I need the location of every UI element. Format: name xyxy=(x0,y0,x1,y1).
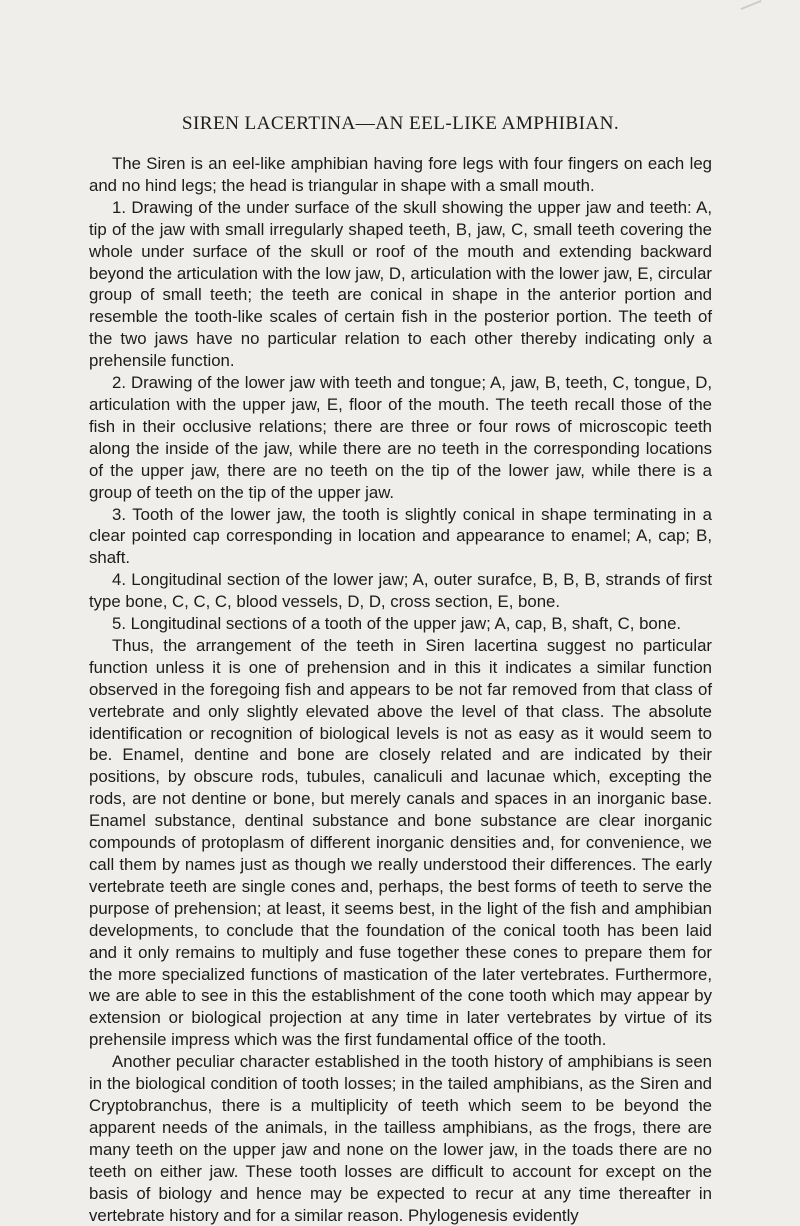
scan-mark xyxy=(740,0,761,10)
discussion-paragraph: Thus, the arrangement of the teeth in Siren lacertina suggest no particular function unless it is one of prehension and in this it indicates a similar function observed in the foregoing fish and appears to be not far removed from that class of vertebrate and only slightly elevated above the level of that class. The absolute identification or recognition of biological levels is not as easy as it would seem to be. Enamel, dentine and bone are closely related and are indicated by their positions, by obscure rods, tubules, canaliculi and lacunae which, excepting the rods, are not dentine or bone, but merely canals and spaces in an inorganic base. Enamel substance, dentinal substance and bone substance are clear inorganic compounds of protoplasm of different inorganic densities and, for convenience, we call them by names just as though we really understood their differences. The early vertebrate teeth are single cones and, perhaps, the best forms of teeth to serve the purpose of prehension; at least, it seems best, in the light of the fish and amphibian developments, to conclude that the foundation of the conical tooth has been laid and it only remains to multiply and fuse together these cones to prepare them for the more specialized functions of mastication of the later vertebrates. Furthermore, we are able to see in this the establishment of the cone tooth which may appear by extension or biological projection at any time in later vertebrates by virtue of its prehensile impress which was the first fundamental office of the tooth. xyxy=(89,635,712,1050)
tooth-loss-paragraph: Another peculiar character established in the tooth history of amphibians is seen in the biological condition of tooth losses; in the tailed amphibians, as the Siren and Cryptobranchus, there is a multiplicity of teeth which seem to be beyond the apparent needs of the animals, in the tailless amphibians, as the frogs, there are many teeth on the upper jaw and none on the lower jaw, in the toads there are no teeth on either jaw. These tooth losses are difficult to account for except on the basis of biology and hence may be expected to recur at any time thereafter in vertebrate history and for a similar reason. Phylogenesis evidently xyxy=(89,1052,712,1225)
page-title: SIREN LACERTINA—AN EEL-LIKE AMPHIBIAN. xyxy=(181,113,620,134)
page-content xyxy=(89,112,712,1226)
figure-4-description: 4. Longitudinal section of the lower jaw; A, outer surafce, B, B, B, strands of first type bone, C, C, C, blood vessels, D, D, cross section, E, bone. xyxy=(89,570,712,612)
figure-1-description: 1. Drawing of the under surface of the skull showing the upper jaw and teeth: A, tip of the jaw with small irregularly shaped teeth, B, jaw, C, small teeth covering the whole under surface of the skull or roof of the mouth and extending backward beyond the articulation with the low jaw, D, articulation with the lower jaw, E, circular group of small teeth; the teeth are conical in shape in the anterior portion and resemble the tooth-like scales of certain fish in the posterior portion. The teeth of the two jaws have no particular relation to each other thereby indicating only a prehensile function. xyxy=(89,197,712,371)
intro-paragraph: The Siren is an eel-like amphibian having fore legs with four fingers on each leg and no hind legs; the head is triangular in shape with a small mouth. xyxy=(89,154,712,195)
figure-5-description: 5. Longitudinal sections of a tooth of the upper jaw; A, cap, B, shaft, C, bone. xyxy=(112,614,682,634)
figure-3-description: 3. Tooth of the lower jaw, the tooth is slightly conical in shape terminating in a clear pointed cap corresponding in location and appearance to enamel; A, cap; B, shaft. xyxy=(89,504,712,568)
figure-2-description: 2. Drawing of the lower jaw with teeth and tongue; A, jaw, B, teeth, C, tongue, D, articulation with the upper jaw, E, floor of the mouth. The teeth recall those of the fish in their occlusive relations; there are three or four rows of microscopic teeth along the inside of the jaw, while there are no teeth in the corresponding locations of the upper jaw, there are no teeth on the tip of the lower jaw, while there is a group of teeth on the tip of the upper jaw. xyxy=(89,373,712,502)
